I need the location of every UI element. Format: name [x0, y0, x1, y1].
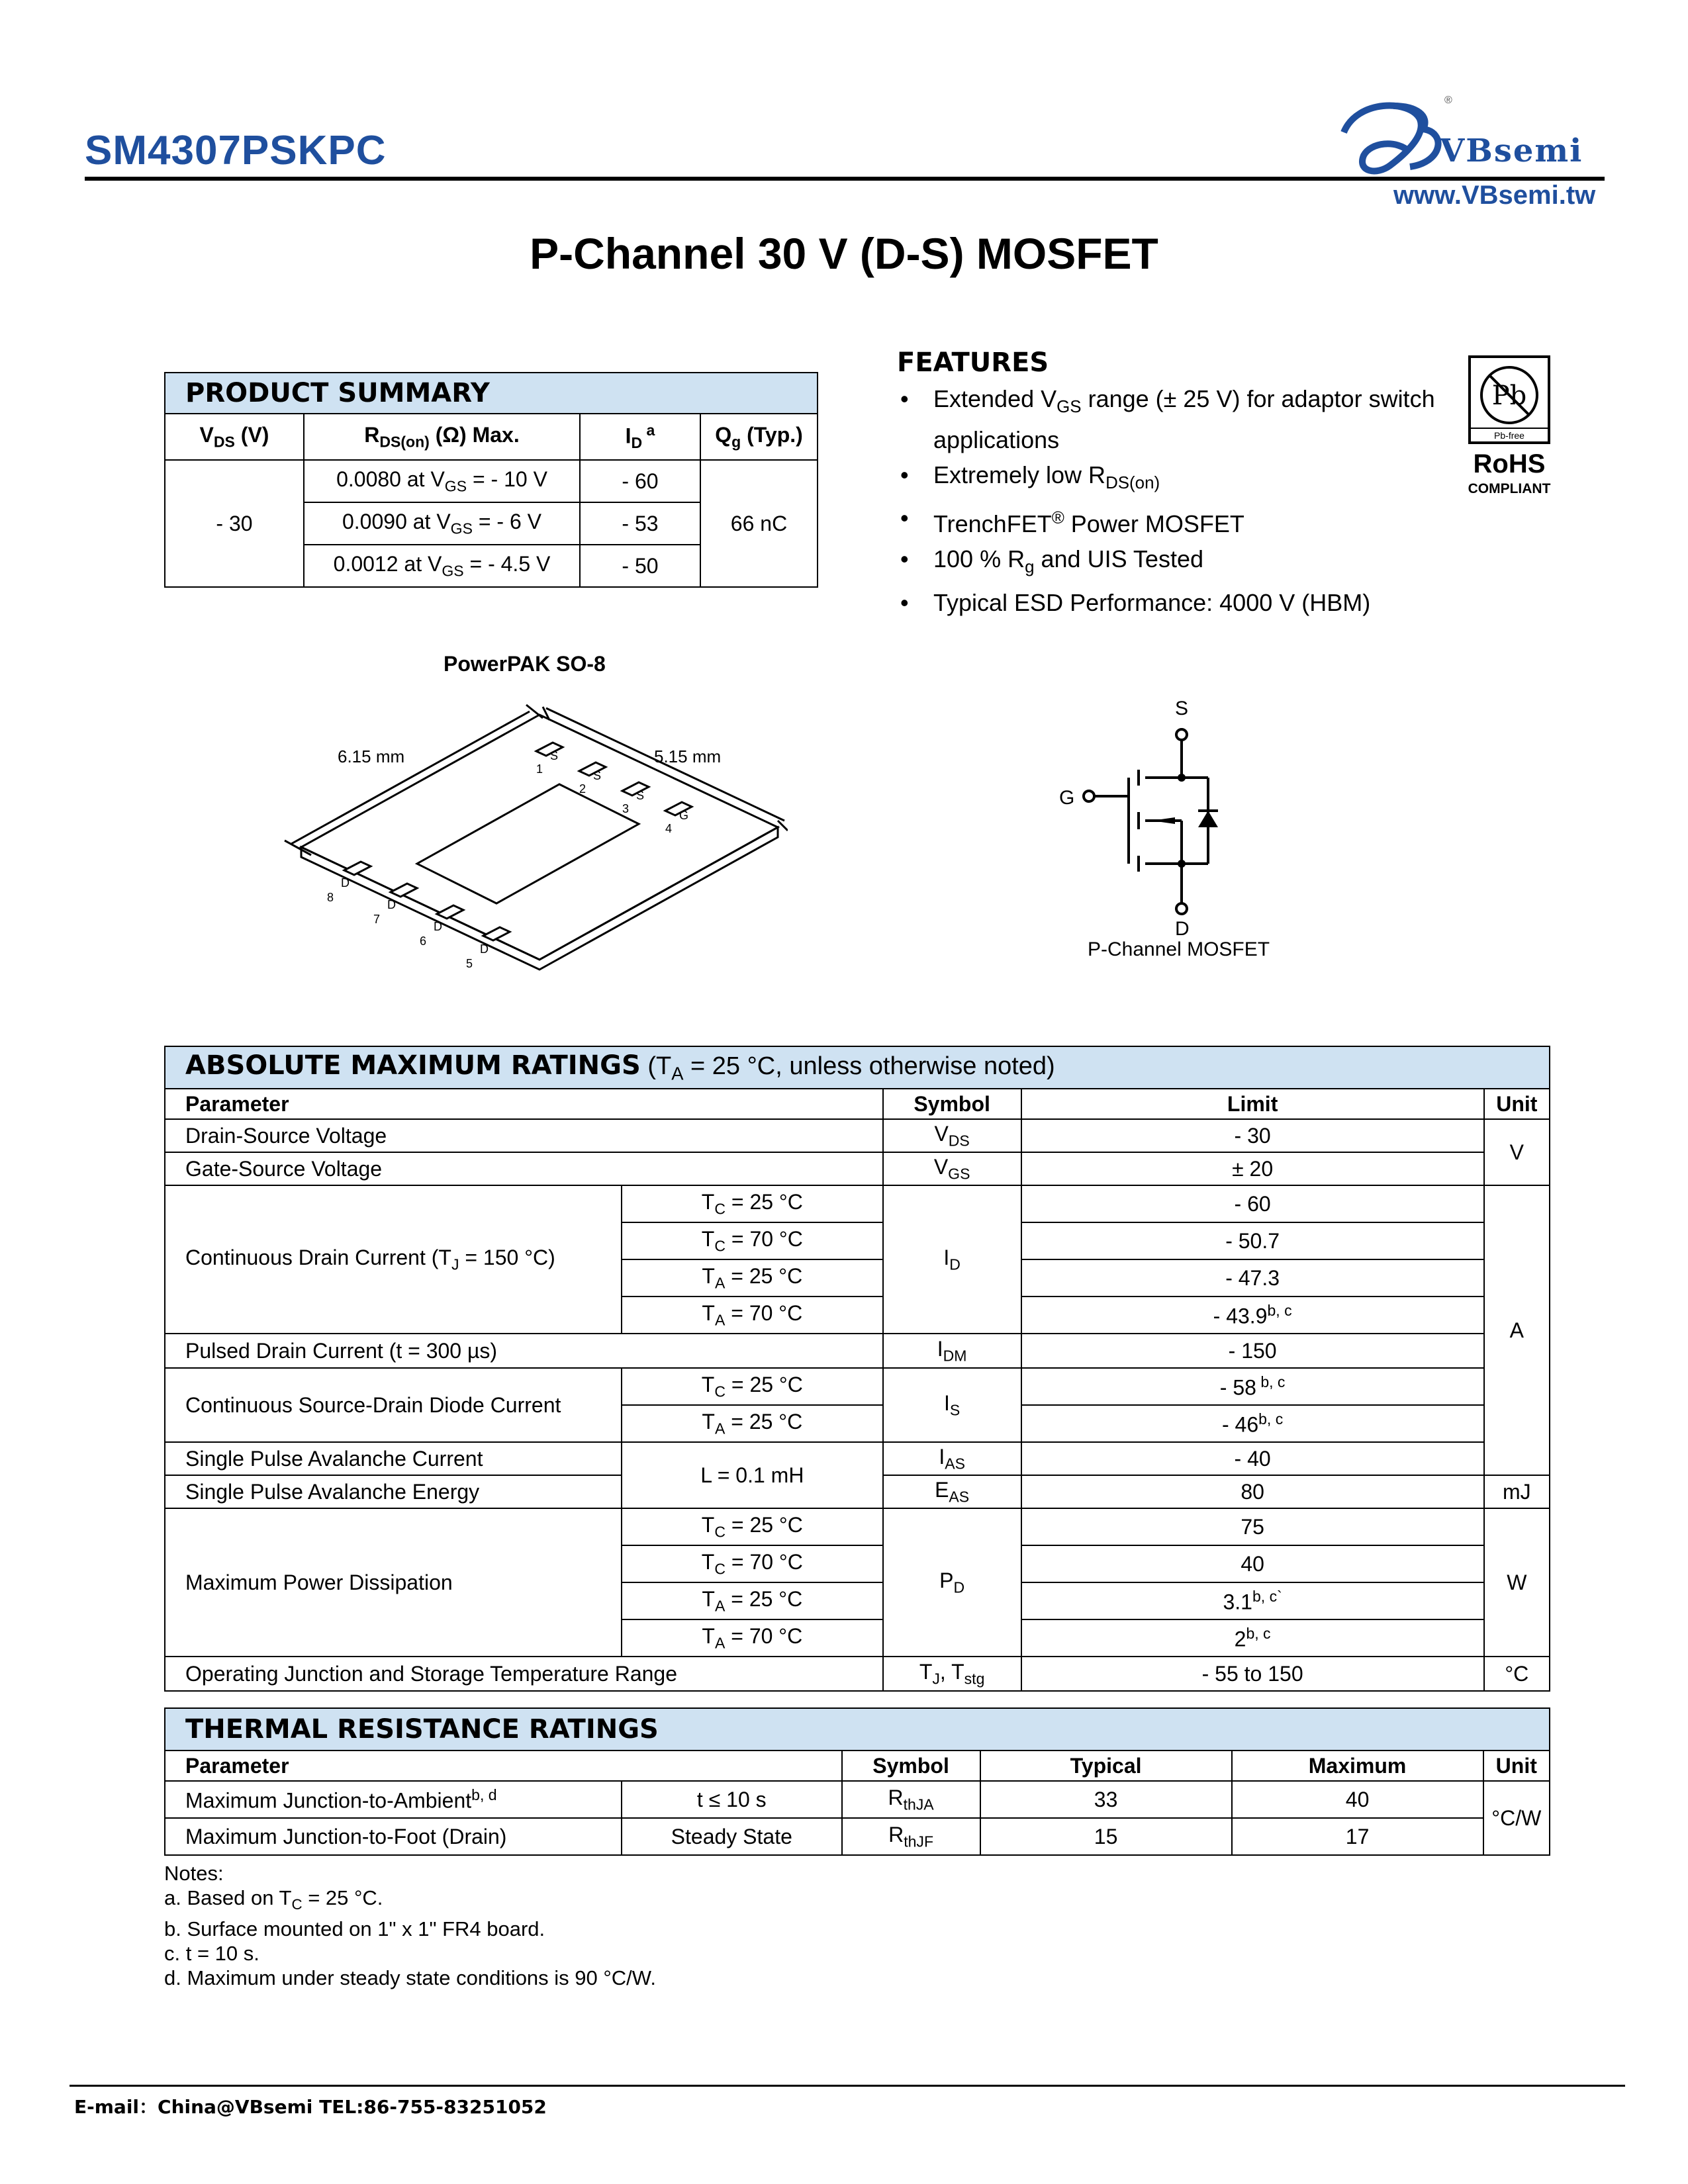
cond-ta25: $T_A = 25$ °C — [622, 1582, 883, 1619]
footer-rule — [70, 2085, 1625, 2087]
col-symbol: Symbol — [883, 1089, 1021, 1119]
abs-max-heading: ABSOLUTE MAXIMUM RATINGS ($T_A = 25$ °C, unless otherwise noted) — [165, 1046, 1550, 1089]
col-vds: $V_{DS}$ (V) — [165, 414, 304, 460]
typ-rthjf: 15 — [980, 1818, 1232, 1855]
cond-tc25: $T_C = 25$ °C — [622, 1185, 883, 1222]
param-pd: Maximum Power Dissipation — [165, 1508, 622, 1657]
limit-pd: 75 — [1021, 1508, 1484, 1545]
pin-number: 8 — [327, 891, 334, 904]
unit-a: A — [1484, 1185, 1550, 1475]
param-tj: Operating Junction and Storage Temperature Range — [165, 1657, 883, 1691]
pin-number: 4 — [665, 822, 673, 835]
website-link[interactable]: www.VBsemi.tw — [1393, 181, 1596, 210]
note-d: d. Maximum under steady state conditions is 90 °C/W. — [164, 1966, 656, 1990]
mosfet-schematic — [1059, 698, 1311, 970]
unit-c: °C — [1484, 1657, 1550, 1691]
typ-rthja: 33 — [980, 1781, 1232, 1818]
pb-free-label: Pb-free — [1494, 430, 1524, 441]
dim-left: 6.15 mm — [338, 747, 405, 766]
id-value: - 53 — [580, 502, 700, 545]
col-qg: $Q_g$ (Typ.) — [700, 414, 818, 460]
limit-pd: 40 — [1021, 1545, 1484, 1582]
limit-id: - 47.3 — [1021, 1259, 1484, 1297]
package-drawing — [245, 688, 788, 999]
pin-label: S — [550, 749, 559, 762]
symbol-vgs: $V_{GS}$ — [883, 1152, 1021, 1185]
unit-mj: mJ — [1484, 1475, 1550, 1508]
symbol-is: $I_S$ — [883, 1368, 1021, 1442]
unit-w: W — [1484, 1508, 1550, 1657]
limit-idm: - 150 — [1021, 1334, 1484, 1368]
cond-ta25: $T_A = 25$ °C — [622, 1405, 883, 1442]
note-c: c. t = 10 s. — [164, 1942, 259, 1966]
pin-number: 6 — [420, 934, 427, 948]
registered-mark: ® — [1444, 95, 1452, 106]
package-title: PowerPAK SO-8 — [444, 652, 606, 676]
cond-tc25: $T_C = 25$ °C — [622, 1368, 883, 1405]
param-vds: Drain-Source Voltage — [165, 1119, 883, 1152]
col-parameter: Parameter — [165, 1089, 883, 1119]
cond-inductance: L = 0.1 mH — [622, 1442, 883, 1508]
param-is: Continuous Source-Drain Diode Current — [165, 1368, 622, 1442]
id-value: - 60 — [580, 460, 700, 502]
product-summary-heading: PRODUCT SUMMARY — [165, 373, 818, 414]
header-rule — [85, 177, 1605, 181]
features-list — [900, 383, 1470, 621]
limit-vgs: ± 20 — [1021, 1152, 1484, 1185]
pin-number: 2 — [579, 782, 586, 796]
col-typical: Typical — [980, 1751, 1232, 1781]
feature-item: • 100 % $R_g$ and UIS Tested — [900, 543, 1470, 584]
symbol-idm: $I_{DM}$ — [883, 1334, 1021, 1368]
param-id: Continuous Drain Current ($T_J = 150$ °C) — [165, 1185, 622, 1334]
limit-id: - 43.9$^{b, c}$ — [1021, 1297, 1484, 1334]
pin-label: S — [593, 769, 602, 782]
pin-label: D — [387, 898, 396, 911]
cond-tc70: $T_C = 70$ °C — [622, 1545, 883, 1582]
note-b: b. Surface mounted on 1" x 1" FR4 board. — [164, 1917, 545, 1941]
limit-eas: 80 — [1021, 1475, 1484, 1508]
param-vgs: Gate-Source Voltage — [165, 1152, 883, 1185]
qg-value: 66 nC — [700, 460, 818, 587]
col-maximum: Maximum — [1232, 1751, 1483, 1781]
symbol-rthja: $R_{thJA}$ — [842, 1781, 980, 1818]
param-ias: Single Pulse Avalanche Current — [165, 1442, 622, 1475]
pb-icon: Pb — [1491, 381, 1527, 411]
limit-vds: - 30 — [1021, 1119, 1484, 1152]
pin-number: 3 — [622, 802, 630, 815]
cond-rthjf: Steady State — [622, 1818, 842, 1855]
symbol-tj: $T_J$, $T_{stg}$ — [883, 1657, 1021, 1691]
col-rds: $R_{DS(on)}$ (Ω) Max. — [304, 414, 580, 460]
rds-row: 0.0012 at $V_{GS}$ = - 4.5 V — [304, 545, 580, 587]
vds-value: - 30 — [165, 460, 304, 587]
notes-title: Notes: — [164, 1862, 224, 1885]
col-unit: Unit — [1484, 1089, 1550, 1119]
feature-item: • TrenchFET® Power MOSFET — [900, 502, 1470, 541]
col-limit: Limit — [1021, 1089, 1484, 1119]
cond-tc25: $T_C = 25$ °C — [622, 1508, 883, 1545]
rds-row: 0.0080 at $V_{GS}$ = - 10 V — [304, 460, 580, 502]
product-summary-table — [164, 372, 818, 588]
col-parameter: Parameter — [165, 1751, 842, 1781]
symbol-pd: $P_D$ — [883, 1508, 1021, 1657]
col-symbol: Symbol — [842, 1751, 980, 1781]
thermal-heading: THERMAL RESISTANCE RATINGS — [165, 1708, 1550, 1751]
limit-id: - 60 — [1021, 1185, 1484, 1222]
cond-rthja: t ≤ 10 s — [622, 1781, 842, 1818]
dim-right: 5.15 mm — [654, 747, 722, 766]
feature-item: • Extremely low $R_{DS(on)}$ — [900, 459, 1470, 500]
unit-cw: °C/W — [1483, 1781, 1550, 1855]
pin-number: 7 — [373, 913, 381, 926]
param-rthjf: Maximum Junction-to-Foot (Drain) — [165, 1818, 622, 1855]
pin-label: S — [636, 789, 645, 802]
rohs-badge — [1466, 355, 1552, 511]
schematic-caption: P-Channel MOSFET — [1088, 938, 1270, 960]
col-id: $I_D$ $^a$ — [580, 414, 700, 460]
symbol-eas: $E_{AS}$ — [883, 1475, 1021, 1508]
max-rthja: 40 — [1232, 1781, 1483, 1818]
rohs-label: RoHS — [1473, 449, 1546, 478]
unit-v: V — [1484, 1119, 1550, 1185]
limit-is: - 46$^{b, c}$ — [1021, 1405, 1484, 1442]
terminal-s: S — [1175, 698, 1189, 719]
rds-row: 0.0090 at $V_{GS}$ = - 6 V — [304, 502, 580, 545]
limit-ias: - 40 — [1021, 1442, 1484, 1475]
pin-number: 1 — [536, 762, 543, 776]
cond-tc70: $T_C = 70$ °C — [622, 1222, 883, 1259]
pin-label: D — [434, 920, 442, 933]
max-rthjf: 17 — [1232, 1818, 1483, 1855]
cond-ta25: $T_A = 25$ °C — [622, 1259, 883, 1297]
pin-number: 5 — [466, 957, 473, 970]
notes — [164, 1861, 656, 1990]
note-a: a. Based on $T_C = 25$ °C. — [164, 1886, 383, 1913]
pin-label: D — [480, 942, 489, 956]
rohs-compliant: COMPLIANT — [1468, 481, 1551, 496]
col-unit: Unit — [1483, 1751, 1550, 1781]
features-heading: FEATURES — [897, 347, 1049, 378]
symbol-id: $I_D$ — [883, 1185, 1021, 1334]
limit-is: - 58 $^{b, c}$ — [1021, 1368, 1484, 1405]
thermal-resistance-table — [164, 1707, 1550, 1856]
footer-contact: E-mail：China@VBsemi TEL:86-755-83251052 — [74, 2096, 547, 2118]
cond-ta70: $T_A = 70$ °C — [622, 1297, 883, 1334]
terminal-d: D — [1175, 918, 1190, 940]
pin-label: G — [679, 809, 689, 822]
limit-tj: - 55 to 150 — [1021, 1657, 1484, 1691]
symbol-rthjf: $R_{thJF}$ — [842, 1818, 980, 1855]
id-value: - 50 — [580, 545, 700, 587]
absolute-max-ratings-table — [164, 1046, 1550, 1692]
symbol-ias: $I_{AS}$ — [883, 1442, 1021, 1475]
limit-id: - 50.7 — [1021, 1222, 1484, 1259]
limit-pd: $3.1^{b, c`}$ — [1021, 1582, 1484, 1619]
param-rthja: Maximum Junction-to-Ambient$^{b, d}$ — [165, 1781, 622, 1818]
param-idm: Pulsed Drain Current (t = 300 µs) — [165, 1334, 883, 1368]
brand-name: VBsemi — [1440, 132, 1583, 169]
feature-item: • Extended $V_{GS}$ range (± 25 V) for adaptor switch applications — [900, 383, 1470, 457]
cond-ta70: $T_A = 70$ °C — [622, 1619, 883, 1657]
page-title: P-Channel 30 V (D-S) MOSFET — [530, 229, 1158, 278]
pin-label: D — [341, 876, 350, 889]
feature-item: • Typical ESD Performance: 4000 V (HBM) — [900, 586, 1470, 619]
limit-pd: 2$^{b, c}$ — [1021, 1619, 1484, 1657]
param-eas: Single Pulse Avalanche Energy — [165, 1475, 622, 1508]
symbol-vds: $V_{DS}$ — [883, 1119, 1021, 1152]
terminal-g: G — [1059, 787, 1075, 809]
part-number: SM4307PSKPC — [85, 128, 387, 173]
